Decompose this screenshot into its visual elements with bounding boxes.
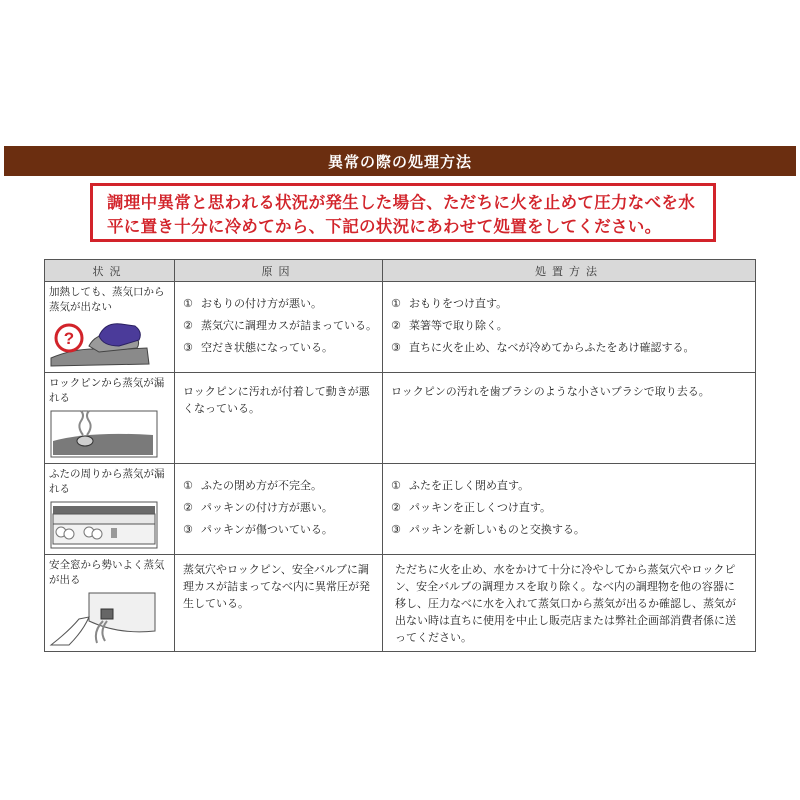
header-cause: 原因 — [175, 260, 383, 282]
lid-steam-icon — [49, 500, 159, 550]
table-row — [45, 555, 756, 652]
action-cell — [383, 373, 756, 464]
action-list — [383, 464, 755, 541]
warning-notice: 調理中異常と思われる状況が発生した場合、ただちに火を止めて圧力なべを水平に置き十分に冷めてから、下記の状況にあわせて処置をしてください。 — [90, 183, 716, 242]
list-item: ② パッキンを正しくつけ直す。 — [391, 501, 552, 514]
situation-text: 安全窓から勢いよく蒸気が出る — [49, 559, 165, 586]
header-situation: 状況 — [45, 260, 175, 282]
cause-list — [175, 282, 382, 359]
situation-text: 加熱しても、蒸気口から蒸気が出ない — [49, 286, 165, 313]
table-row — [45, 282, 756, 373]
safety-window-steam-icon — [49, 591, 159, 647]
table-row — [45, 373, 756, 464]
action-text: ただちに火を止め、水をかけて十分に冷やしてから蒸気穴やロックピン、安全バルブの調理カスを取り除く。なべ内の調理物を他の容器に移し、圧力なべに水を入れて蒸気口から蒸気が出るか確認し、蒸気が出ない時は直ちに使用を中止し販売店または弊社企画部消費者係に送ってください。 — [395, 563, 736, 644]
list-item: ③ パッキンが傷ついている。 — [183, 523, 333, 536]
cause-cell — [175, 555, 383, 652]
header-action: 処置方法 — [383, 260, 756, 282]
cause-cell — [175, 282, 383, 373]
situation-cell — [45, 464, 175, 555]
svg-text:?: ? — [63, 329, 75, 348]
question-mark-weight-icon — [49, 318, 159, 368]
table-header-row — [45, 260, 756, 282]
page-title: 異常の際の処理方法 — [4, 146, 796, 176]
list-item: ① ふたの閉め方が不完全。 — [183, 479, 322, 492]
list-item: ① おもりの付け方が悪い。 — [183, 297, 322, 310]
lock-pin-steam-icon — [49, 409, 159, 459]
action-cell — [383, 282, 756, 373]
table-row — [45, 464, 756, 555]
cause-text: 蒸気穴やロックピン、安全バルブに調理カスが詰まってなべ内に異常圧が発生している。 — [183, 563, 370, 610]
list-item: ① ふたを正しく閉め直す。 — [391, 479, 530, 492]
action-text: ロックピンの汚れを歯ブラシのような小さいブラシで取り去る。 — [391, 385, 710, 398]
cause-list — [175, 464, 382, 541]
list-item: ② 菜箸等で取り除く。 — [391, 319, 508, 332]
list-item: ② 蒸気穴に調理カスが詰まっている。 — [183, 319, 377, 332]
situation-text: ロックピンから蒸気が漏れる — [49, 377, 165, 404]
troubleshooting-table — [44, 259, 756, 652]
cause-cell — [175, 373, 383, 464]
list-item: ③ 直ちに火を止め、なべが冷めてからふたをあけ確認する。 — [391, 341, 695, 354]
action-cell — [383, 555, 756, 652]
list-item: ① おもりをつけ直す。 — [391, 297, 508, 310]
cause-cell — [175, 464, 383, 555]
list-item: ③ パッキンを新しいものと交換する。 — [391, 523, 585, 536]
cause-text: ロックピンに汚れが付着して動きが悪くなっている。 — [183, 385, 370, 415]
situation-cell — [45, 555, 175, 652]
situation-cell — [45, 282, 175, 373]
situation-text: ふたの周りから蒸気が漏れる — [49, 468, 165, 495]
list-item: ③ 空だき状態になっている。 — [183, 341, 333, 354]
action-cell — [383, 464, 756, 555]
action-list — [383, 282, 755, 359]
list-item: ② パッキンの付け方が悪い。 — [183, 501, 333, 514]
situation-cell — [45, 373, 175, 464]
